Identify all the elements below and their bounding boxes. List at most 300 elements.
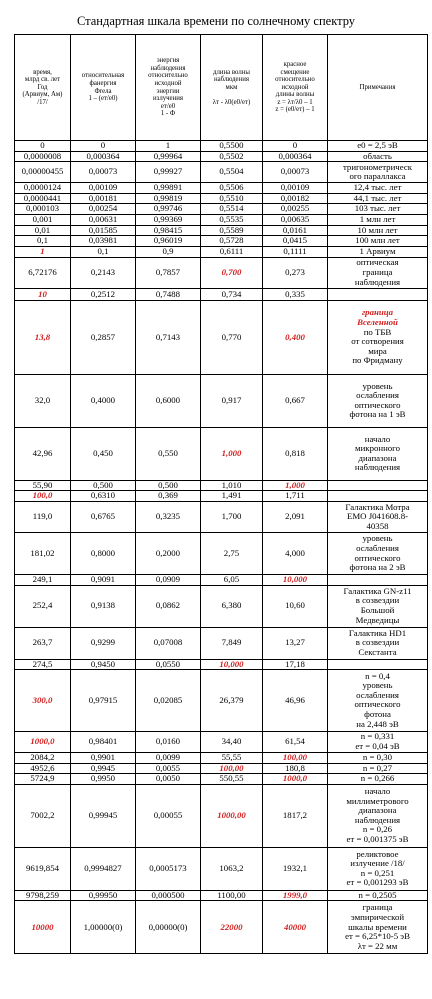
cell-line: 0,500: [158, 479, 178, 490]
cell-col-time: [15, 480, 71, 490]
cell-line: в созвездии: [355, 637, 400, 648]
cell-line: 34,40: [221, 736, 242, 747]
cell-col-redshift: [263, 427, 328, 480]
cell-col-time: [15, 141, 71, 152]
cell-line: излучение /18/: [350, 858, 405, 869]
page-title: Стандартная шкала времени по солнечному спектру: [76, 14, 356, 28]
cell-col-notes: [328, 141, 428, 152]
cell-line: 0,4000: [90, 395, 116, 406]
cell-line: 0,00182: [280, 192, 310, 203]
cell-line: 0,07008: [153, 637, 183, 648]
cell-col-wavelength: [201, 374, 263, 427]
cell-line: Большой: [360, 605, 395, 616]
cell-line: 0: [100, 140, 106, 151]
cell-line: 0,000364: [86, 150, 120, 161]
cell-col-energy: [136, 141, 201, 152]
cell-col-time: [15, 731, 71, 752]
cell-line: 0,99746: [153, 203, 183, 214]
cell-line: длина волны: [213, 68, 250, 76]
cell-line: 0,5514: [219, 203, 244, 214]
cell-col-phanergy: [71, 257, 136, 288]
cell-col-wavelength: [201, 585, 263, 627]
cell-line: фотона на 2 эВ: [349, 562, 406, 573]
cell-col-wavelength: [201, 288, 263, 300]
cell-col-phanergy: [71, 901, 136, 954]
cell-col-redshift: [263, 491, 328, 502]
cell-col-redshift: [263, 193, 328, 204]
cell-line: 0,5504: [219, 166, 244, 177]
cell-col-phanergy: [71, 141, 136, 152]
cell-line: ет = 0,001293 эВ: [346, 877, 409, 888]
cell-line: мкм: [225, 83, 238, 91]
cell-line: 263,7: [32, 637, 53, 648]
cell-line: 0,818: [285, 448, 305, 459]
cell-col-wavelength: [201, 669, 263, 731]
cell-line: уровень: [362, 380, 393, 391]
cell-col-wavelength: [201, 162, 263, 183]
cell-line: n = 0,30: [362, 751, 393, 762]
cell-line: по ТБВ: [363, 326, 392, 337]
cell-line: 40358: [366, 520, 389, 531]
cell-col-redshift: [263, 784, 328, 847]
cell-col-time: [15, 585, 71, 627]
cell-line: время,: [33, 68, 52, 76]
cell-line: 32,0: [34, 395, 51, 406]
cell-col-notes: [328, 774, 428, 785]
cell-line: 0,335: [285, 288, 305, 299]
cell-col-redshift: [263, 763, 328, 774]
table-row: [15, 374, 428, 427]
cell-col-phanergy: [71, 659, 136, 669]
cell-line: оптического: [354, 552, 401, 563]
cell-col-notes: [328, 300, 428, 374]
cell-line: 0,0862: [155, 600, 181, 611]
cell-col-phanergy: [71, 151, 136, 162]
cell-line: n = 0,4: [365, 670, 390, 681]
cell-line: наблюдения: [214, 76, 249, 84]
cell-line: 0,0050: [155, 773, 181, 784]
cell-line: 0,02085: [153, 694, 183, 705]
cell-line: 7,849: [221, 637, 242, 648]
cell-line: граница: [362, 266, 393, 277]
cell-col-redshift: [263, 890, 328, 901]
cell-col-redshift: [263, 901, 328, 954]
cell-col-phanergy: [71, 502, 136, 533]
cell-col-time: [15, 669, 71, 731]
cell-col-phanergy: [71, 627, 136, 659]
cell-col-phanergy: [71, 669, 136, 731]
cell-line: 0,0161: [282, 224, 308, 235]
cell-line: 1932,1: [282, 863, 308, 874]
cell-col-time: [15, 214, 71, 225]
table-row: [15, 151, 428, 162]
cell-line: 0,9: [162, 246, 174, 257]
cell-line: фанергия: [89, 79, 117, 87]
cell-line: Галактика GN-z11: [343, 585, 412, 596]
cell-col-notes: [328, 225, 428, 236]
cell-col-notes: [328, 752, 428, 763]
cell-line: фотона: [364, 709, 391, 720]
cell-col-redshift: [263, 575, 328, 585]
table-row: [15, 183, 428, 194]
cell-col-energy: [136, 162, 201, 183]
cell-line: 0,9138: [90, 600, 116, 611]
cell-line: смещение: [280, 68, 310, 76]
cell-line: 40000: [284, 921, 306, 932]
cell-line: 6,380: [221, 600, 242, 611]
cell-line: 1 - Ф: [160, 110, 176, 118]
cell-line: 0,99945: [88, 810, 118, 821]
cell-line: 0,8000: [90, 547, 116, 558]
cell-line: в созвездии: [355, 595, 400, 606]
cell-col-wavelength: [201, 627, 263, 659]
cell-col-time: [15, 204, 71, 215]
cell-col-notes: [328, 901, 428, 954]
cell-line: 0,99950: [88, 889, 118, 900]
cell-line: 0,7488: [155, 288, 181, 299]
cell-col-redshift: [263, 300, 328, 374]
cell-col-notes: [328, 575, 428, 585]
cell-col-redshift: [263, 847, 328, 890]
cell-col-time: [15, 374, 71, 427]
cell-col-phanergy: [71, 183, 136, 194]
cell-col-wavelength: [201, 784, 263, 847]
cell-line: область: [363, 150, 392, 161]
cell-col-energy: [136, 151, 201, 162]
cell-col-notes: [328, 502, 428, 533]
cell-col-time: [15, 236, 71, 247]
cell-line: 0,98401: [88, 736, 118, 747]
cell-line: 1000,0: [282, 773, 308, 784]
table-row: [15, 427, 428, 480]
table-row: [15, 585, 428, 627]
cell-line: 1: [40, 246, 45, 257]
cell-col-redshift: [263, 183, 328, 194]
cell-col-phanergy: [71, 480, 136, 490]
cell-line: 100,00: [219, 762, 244, 773]
cell-col-notes: [328, 151, 428, 162]
cell-line: 0,5510: [219, 192, 244, 203]
table-row: [15, 193, 428, 204]
cell-col-time: [15, 246, 71, 257]
cell-col-energy: [136, 890, 201, 901]
cell-line: относительно: [275, 76, 315, 84]
cell-col-notes: [328, 659, 428, 669]
cell-line: 12,4 тыс. лет: [353, 182, 402, 193]
cell-line: 6,72176: [28, 267, 57, 278]
cell-line: ет = 0,001375 эВ: [346, 833, 409, 844]
cell-line: 0,00635: [280, 214, 310, 225]
cell-col-energy: [136, 491, 201, 502]
cell-line: 119,0: [32, 511, 53, 522]
cell-col-energy: [136, 374, 201, 427]
cell-col-notes: [328, 374, 428, 427]
cell-col-wavelength: [201, 193, 263, 204]
cell-line: 9798,259: [26, 889, 59, 900]
cell-col-energy: [136, 225, 201, 236]
cell-line: 0,00254: [88, 203, 118, 214]
cell-line: 1000,00: [217, 810, 246, 821]
cell-col-time: [15, 162, 71, 183]
cell-col-phanergy: [71, 193, 136, 204]
cell-line: 0,700: [221, 267, 242, 278]
cell-line: Фrела: [94, 87, 112, 95]
cell-line: граница: [361, 307, 394, 318]
cell-line: 0,2512: [90, 288, 116, 299]
cell-line: 0,0005173: [149, 863, 187, 874]
cell-col-wavelength: [201, 151, 263, 162]
cell-line: ет/е0: [160, 102, 176, 110]
cell-col-redshift: [263, 257, 328, 288]
cell-line: 0,99891: [153, 182, 183, 193]
cell-col-wavelength: [201, 246, 263, 257]
cell-line: 0,00000455: [21, 166, 64, 177]
cell-col-redshift: [263, 627, 328, 659]
cell-col-energy: [136, 669, 201, 731]
cell-col-energy: [136, 847, 201, 890]
cell-col-energy: [136, 585, 201, 627]
table-body: [15, 141, 428, 954]
cell-line: 0,7857: [155, 267, 181, 278]
cell-line: 42,96: [32, 448, 53, 459]
cell-col-wavelength: [201, 214, 263, 225]
cell-line: излучения: [153, 95, 183, 103]
cell-line: оптического: [354, 399, 401, 410]
cell-line: относительная: [81, 72, 125, 80]
cell-col-phanergy: [71, 731, 136, 752]
cell-col-redshift: [263, 659, 328, 669]
cell-line: 0,917: [221, 395, 242, 406]
cell-line: 0,667: [285, 395, 305, 406]
cell-line: на 2,448 эВ: [356, 718, 399, 729]
cell-line: начало: [364, 785, 391, 796]
cell-line: 0,00255: [280, 203, 310, 214]
cell-line: 0,00073: [88, 166, 118, 177]
cell-line: оптического: [354, 699, 401, 710]
table-row: [15, 204, 428, 215]
table-row: [15, 763, 428, 774]
cell-line: энергии: [156, 87, 180, 95]
cell-line: 0,5500: [219, 140, 244, 151]
table-row: [15, 491, 428, 502]
cell-col-energy: [136, 901, 201, 954]
cell-line: 0,0000008: [23, 150, 62, 161]
cell-line: 0,6000: [155, 395, 181, 406]
cell-col-notes: [328, 246, 428, 257]
cell-col-wavelength: [201, 183, 263, 194]
cell-line: 1,010: [221, 479, 242, 490]
cell-line: 7002,2: [30, 810, 55, 821]
cell-line: 0,98415: [153, 224, 183, 235]
cell-line: млрд св. лет: [24, 76, 61, 84]
cell-col-wavelength: [201, 480, 263, 490]
cell-col-time: [15, 784, 71, 847]
cell-line: 1999,0: [282, 889, 308, 900]
cell-line: 0,5506: [219, 182, 244, 193]
cell-col-wavelength: [201, 847, 263, 890]
cell-col-energy: [136, 752, 201, 763]
cell-line: 0,00000(0): [148, 921, 188, 932]
cell-line: е0 = 2,5 эВ: [357, 140, 398, 150]
cell-line: реликтовое: [356, 848, 399, 859]
cell-line: начало: [364, 433, 391, 444]
cell-col-notes: [328, 288, 428, 300]
cell-line: 2084,2: [30, 752, 55, 763]
cell-line: 0,5728: [219, 235, 244, 246]
cell-line: наблюдения: [150, 64, 186, 72]
cell-line: 0,1111: [283, 246, 307, 257]
cell-col-redshift: [263, 204, 328, 215]
cell-col-time: [15, 183, 71, 194]
cell-line: мира: [368, 345, 387, 356]
header-col-wavelength: [201, 35, 263, 141]
cell-line: 0,2857: [90, 331, 116, 342]
cell-col-notes: [328, 236, 428, 247]
cell-line: 0,00055: [153, 810, 183, 821]
cell-col-redshift: [263, 141, 328, 152]
cell-line: ет = 0,04 эВ: [355, 740, 400, 751]
cell-col-notes: [328, 847, 428, 890]
cell-col-notes: [328, 669, 428, 731]
cell-line: n = 0,251: [360, 867, 395, 878]
cell-col-redshift: [263, 151, 328, 162]
cell-col-phanergy: [71, 575, 136, 585]
cell-line: 0,000500: [151, 889, 185, 900]
cell-line: 10,000: [282, 574, 308, 585]
cell-col-phanergy: [71, 225, 136, 236]
cell-line: 0,00109: [280, 182, 310, 193]
cell-line: 181,02: [30, 547, 55, 558]
cell-col-wavelength: [201, 491, 263, 502]
time-scale-table: [14, 34, 428, 954]
cell-line: 0,1: [37, 235, 48, 246]
cell-line: эмпирической: [350, 911, 405, 922]
cell-line: 100,00: [282, 752, 308, 763]
cell-line: 1,700: [221, 511, 242, 522]
cell-line: 274,5: [32, 658, 53, 669]
cell-line: 0,550: [158, 448, 178, 459]
cell-col-wavelength: [201, 731, 263, 752]
cell-col-wavelength: [201, 300, 263, 374]
cell-line: 0,6310: [90, 490, 116, 501]
cell-line: 0,5502: [219, 150, 244, 161]
cell-col-time: [15, 502, 71, 533]
cell-col-phanergy: [71, 847, 136, 890]
cell-line: 0,9994827: [84, 863, 122, 874]
cell-col-energy: [136, 480, 201, 490]
cell-line: граница: [362, 902, 393, 913]
cell-line: 0,0055: [155, 762, 181, 773]
cell-line: 0,0415: [282, 235, 308, 246]
cell-line: ослабления: [356, 689, 399, 700]
cell-line: исходной: [154, 79, 182, 87]
cell-line: 0,450: [93, 448, 113, 459]
cell-line: 103 тыс. лет: [354, 203, 401, 214]
cell-line: 550,55: [219, 773, 244, 784]
cell-line: 0,734: [221, 288, 242, 299]
cell-line: 0,0000124: [23, 182, 62, 193]
table-row: [15, 214, 428, 225]
cell-line: 17,18: [285, 658, 305, 669]
cell-col-phanergy: [71, 491, 136, 502]
cell-col-notes: [328, 763, 428, 774]
cell-col-time: [15, 847, 71, 890]
cell-col-redshift: [263, 374, 328, 427]
cell-col-energy: [136, 659, 201, 669]
cell-line: 0,0909: [155, 574, 181, 585]
cell-line: ослабления: [356, 543, 399, 554]
cell-line: 249,1: [32, 574, 53, 585]
cell-col-phanergy: [71, 374, 136, 427]
cell-col-energy: [136, 214, 201, 225]
cell-line: 1 – (ет/е0): [88, 95, 118, 103]
cell-col-notes: [328, 427, 428, 480]
cell-line: 22000: [220, 921, 243, 932]
cell-line: 1,491: [221, 490, 242, 501]
cell-line: EMO J041608.8-: [346, 511, 409, 522]
header-col-notes: [328, 35, 428, 141]
cell-col-phanergy: [71, 427, 136, 480]
cell-line: 0,9450: [90, 658, 116, 669]
cell-col-redshift: [263, 774, 328, 785]
cell-col-time: [15, 288, 71, 300]
cell-line: 0,01: [34, 224, 51, 235]
cell-col-time: [15, 575, 71, 585]
cell-line: 0,96019: [153, 235, 183, 246]
cell-line: 44,1 тыс. лет: [353, 192, 402, 203]
cell-line: 0,0099: [155, 752, 181, 763]
cell-col-notes: [328, 784, 428, 847]
cell-col-energy: [136, 236, 201, 247]
cell-col-redshift: [263, 225, 328, 236]
cell-col-energy: [136, 763, 201, 774]
cell-line: Секстанта: [358, 646, 397, 657]
table-row: [15, 141, 428, 152]
table-row: [15, 627, 428, 659]
table-row: [15, 901, 428, 954]
cell-line: фотона на 1 эВ: [349, 409, 406, 420]
cell-line: /17/: [37, 98, 48, 106]
cell-line: 0,03981: [88, 235, 118, 246]
cell-line: ослабления: [356, 390, 399, 401]
cell-line: микронного: [355, 443, 400, 454]
cell-line: 26,379: [219, 694, 244, 705]
cell-col-phanergy: [71, 763, 136, 774]
cell-line: 2,091: [285, 511, 305, 522]
cell-col-time: [15, 151, 71, 162]
cell-line: z = (е0/ет) – 1: [275, 106, 315, 114]
cell-col-redshift: [263, 480, 328, 490]
cell-line: 10 млн лет: [357, 224, 398, 235]
cell-col-notes: [328, 214, 428, 225]
cell-line: 5724,9: [30, 773, 55, 784]
cell-line: 1 Арвиум: [359, 245, 396, 256]
cell-line: 1 млн лет: [359, 213, 396, 224]
cell-line: 10,000: [219, 658, 244, 669]
table-row: [15, 847, 428, 890]
cell-line: 1100,00: [217, 889, 246, 900]
cell-line: z = λт/λ0 – 1: [277, 98, 313, 106]
cell-line: (Арвиум, Ам): [22, 91, 63, 99]
cell-line: 0,7143: [155, 331, 181, 342]
cell-line: тригонометрическ: [342, 161, 413, 172]
cell-line: 0,99964: [153, 150, 183, 161]
cell-line: 0,9945: [90, 762, 116, 773]
cell-line: длины волны: [275, 91, 315, 99]
cell-col-notes: [328, 183, 428, 194]
cell-col-time: [15, 491, 71, 502]
cell-col-notes: [328, 257, 428, 288]
